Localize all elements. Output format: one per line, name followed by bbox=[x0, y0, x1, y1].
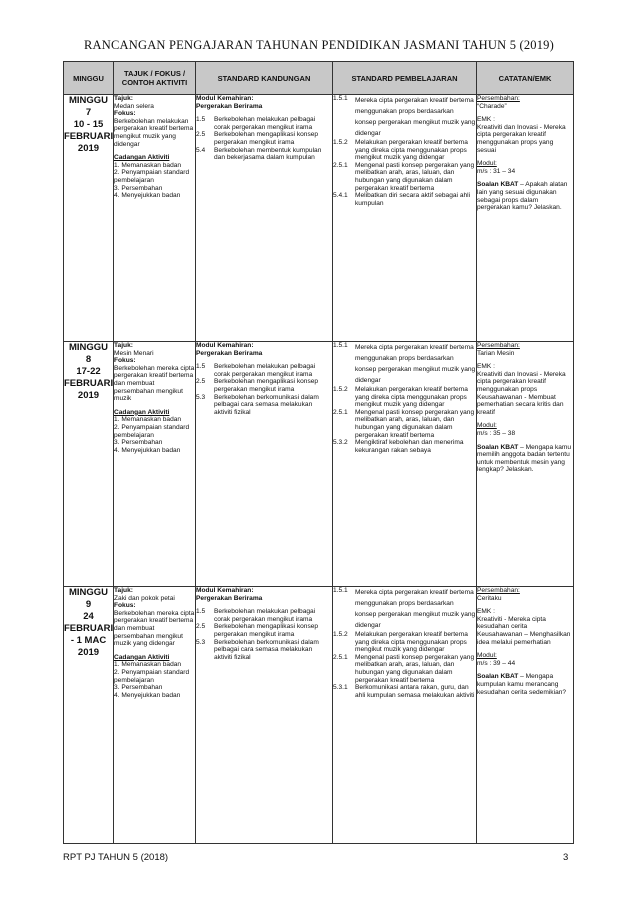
tajuk-label: Tajuk: bbox=[114, 95, 133, 102]
sk-number: 1.5 bbox=[196, 116, 206, 124]
sp-text: Mengiktiraf kebolehan dan menerima kekurangan rakan sebaya bbox=[355, 439, 464, 454]
catatan-cell bbox=[477, 95, 574, 342]
standard-pembelajaran-item bbox=[333, 631, 476, 654]
sk-number: 1.5 bbox=[196, 608, 206, 616]
page-number: 3 bbox=[563, 852, 569, 863]
standard-kandungan-item bbox=[196, 131, 332, 146]
sk-text: Berkebolehan mengaplikasi konsep pergerakan mengikut irama bbox=[214, 623, 319, 638]
activity-item: 1. Memanaskan badan bbox=[114, 661, 182, 669]
sk-number: 2.5 bbox=[196, 378, 206, 386]
persembahan-text: “Charade” bbox=[477, 102, 507, 110]
activity-item: 1. Memanaskan badan bbox=[114, 161, 182, 169]
standard-pembelajaran-cell bbox=[333, 95, 477, 342]
sk-text: Berkebolehan membentuk kumpulan dan bekerjasama dalam kumpulan bbox=[214, 146, 322, 162]
lesson-plan-table bbox=[63, 61, 574, 844]
standard-pembelajaran-item bbox=[333, 684, 476, 699]
standard-pembelajaran-cell bbox=[333, 587, 477, 844]
catatan-cell bbox=[477, 342, 574, 587]
persembahan-label: Persembahan: bbox=[477, 342, 520, 349]
standard-pembelajaran-item bbox=[333, 342, 476, 386]
sk-number: 5.4 bbox=[196, 146, 206, 154]
standard-kandungan-item bbox=[196, 394, 332, 417]
sk-text: Berkebolehan melakukan pelbagai corak pergerakan mengikut irama bbox=[214, 363, 316, 378]
activity-item: 2. Penyampaian standard pembelajaran bbox=[114, 169, 190, 184]
standard-kandungan-item bbox=[196, 378, 332, 393]
kbat-text: – Mengapa kamu memilih anggota badan tertentu untuk membentuk mesin yang lengkap? Jelaskan. bbox=[477, 443, 572, 474]
fokus-text: Berkebolehan melakukan pergerakan kreatif bertema mengikut muzik yang didengar bbox=[114, 117, 194, 148]
week-label: MINGGU 7 10 - 15 FEBRUARI 2019 bbox=[64, 95, 114, 154]
modul-label: Modul: bbox=[477, 160, 497, 168]
standard-kandungan-cell bbox=[196, 587, 333, 844]
tajuk-text: Zaki dan pokok petai bbox=[114, 594, 175, 602]
sp-text: Mereka cipta pergerakan kreatif bertema menggunakan props berdasarkan konsep pergerakan mengikut muzik yang didengar bbox=[355, 344, 476, 384]
sp-number: 5.3.2 bbox=[333, 439, 348, 447]
sp-number: 2.5.1 bbox=[333, 408, 348, 416]
sk-number: 2.5 bbox=[196, 131, 206, 139]
sp-number: 1.5.2 bbox=[333, 139, 348, 146]
fokus-label: Fokus: bbox=[114, 602, 136, 610]
sk-text: Berkebolehan berkomunikasi dalam pelbagai cara semasa melakukan aktiviti fizikal bbox=[214, 393, 319, 416]
persembahan-label: Persembahan: bbox=[477, 587, 520, 594]
emk-text: Kreativiti dan Inovasi - Mereka cipta pergerakan kreatif menggunakan props Keusahawanan - Membuat pemerhatian secara kritis dan kreatif bbox=[477, 370, 566, 416]
week-cell bbox=[64, 587, 114, 844]
sp-text: Melakukan pergerakan kreatif bertema yang direka cipta menggunakan props mengikut muzik yang didengar bbox=[355, 386, 468, 409]
emk-label: EMK : bbox=[477, 116, 495, 124]
sk-title: Modul Kemahiran: bbox=[196, 95, 254, 102]
table-header-row bbox=[64, 62, 574, 95]
sp-text: Melibatkan diri secara aktif sebagai ahli kumpulan bbox=[355, 192, 471, 207]
header-standard-kandungan: STANDARD KANDUNGAN bbox=[196, 62, 333, 95]
kbat-text: – Apakah alatan lain yang sesuai digunakan sebagai props dalam pergerakan kamu? Jelaskan. bbox=[477, 181, 568, 212]
header-tajuk: TAJUK / FOKUS / CONTOH AKTIVITI bbox=[114, 62, 196, 95]
standard-pembelajaran-item bbox=[333, 587, 476, 631]
modul-text: m/s : 39 – 44 bbox=[477, 659, 516, 667]
emk-label: EMK : bbox=[477, 608, 495, 616]
tajuk-text: Mesin Menari bbox=[114, 349, 154, 357]
document-title: RANCANGAN PENGAJARAN TAHUNAN PENDIDIKAN JASMANI TAHUN 5 (2019) bbox=[83, 38, 554, 52]
fokus-text: Berkebolehan mereka cipta pergerakan kreatif bertema dan membuat persembahan mengikut muzik yang didengar bbox=[114, 609, 195, 648]
sp-text: Mereka cipta pergerakan kreatif bertema menggunakan props berdasarkan konsep pergerakan mengikut muzik yang didengar bbox=[355, 97, 476, 137]
persembahan-text: Tarian Mesin bbox=[477, 349, 515, 357]
kbat-text: – Mengapa kumpulan kamu merancang kesudahan cerita sedemikian? bbox=[477, 673, 567, 696]
standard-pembelajaran-item bbox=[333, 95, 476, 139]
sp-text: Mengenal pasti konsep pergerakan yang melibatkan arah, aras, laluan, dan hubungan yang digunakan dalam pergerakan kreatif bertema bbox=[355, 653, 475, 684]
sp-number: 1.5.2 bbox=[333, 631, 348, 638]
week-cell bbox=[64, 342, 114, 587]
standard-pembelajaran-item bbox=[333, 162, 476, 192]
persembahan-text: Ceritaku bbox=[477, 594, 502, 602]
tajuk-cell bbox=[114, 342, 196, 587]
sp-text: Mengenal pasti konsep pergerakan yang melibatkan arah, aras, laluan, dan hubungan yang digunakan dalam pergerakan kreatif bertema bbox=[355, 408, 475, 439]
sk-subtitle: Pergerakan Berirama bbox=[196, 349, 263, 357]
sp-number: 2.5.1 bbox=[333, 161, 348, 169]
activity-item: 3. Persembahan bbox=[114, 684, 163, 692]
emk-text: Kreativiti dan Inovasi - Mereka cipta pergerakan kreatif menggunakan props yang sesuai bbox=[477, 123, 566, 154]
modul-label: Modul: bbox=[477, 652, 497, 660]
standard-kandungan-item bbox=[196, 623, 332, 638]
tajuk-cell bbox=[114, 95, 196, 342]
footer-label: RPT PJ TAHUN 5 (2018) bbox=[63, 852, 169, 863]
modul-text: m/s : 35 – 38 bbox=[477, 429, 516, 437]
header-standard-pembelajaran: STANDARD PEMBELAJARAN bbox=[333, 62, 477, 95]
activity-item: 1. Memanaskan badan bbox=[114, 416, 182, 424]
modul-text: m/s : 31 – 34 bbox=[477, 167, 516, 175]
sp-text: Mengenal pasti konsep pergerakan yang melibatkan arah, aras, laluan, dan hubungan yang digunakan dalam pergerakan kreatif bertema bbox=[355, 161, 475, 192]
standard-kandungan-item bbox=[196, 116, 332, 131]
table-row bbox=[64, 342, 574, 587]
standard-kandungan-item bbox=[196, 147, 332, 162]
sp-text: Berkomunikasi antara rakan, guru, dan ahli kumpulan semasa melakukan aktiviti bbox=[355, 684, 475, 699]
kbat-label: Soalan KBAT bbox=[477, 673, 519, 681]
sk-number: 5.3 bbox=[196, 638, 206, 646]
sp-number: 1.5.1 bbox=[333, 95, 348, 102]
standard-pembelajaran-item bbox=[333, 654, 476, 684]
standard-pembelajaran-cell bbox=[333, 342, 477, 587]
sk-title: Modul Kemahiran: bbox=[196, 342, 254, 349]
kbat-label: Soalan KBAT bbox=[477, 443, 519, 451]
sp-number: 1.5.2 bbox=[333, 386, 348, 393]
sp-number: 5.3.1 bbox=[333, 684, 348, 692]
sk-text: Berkebolehan mengaplikasi konsep pergerakan mengikut irama bbox=[214, 378, 319, 393]
week-cell bbox=[64, 95, 114, 342]
activity-item: 2. Penyampaian standard pembelajaran bbox=[114, 668, 190, 684]
table-row bbox=[64, 95, 574, 342]
sp-number: 1.5.1 bbox=[333, 587, 348, 594]
tajuk-label: Tajuk: bbox=[114, 342, 133, 349]
header-minggu: MINGGU bbox=[64, 62, 114, 95]
standard-kandungan-item bbox=[196, 363, 332, 378]
sk-text: Berkebolehan melakukan pelbagai corak pergerakan mengikut irama bbox=[214, 116, 316, 131]
persembahan-label: Persembahan: bbox=[477, 95, 520, 102]
fokus-label: Fokus: bbox=[114, 110, 136, 118]
activity-item: 4. Menyejukkan badan bbox=[114, 691, 181, 699]
activity-item: 3. Persembahan bbox=[114, 184, 163, 192]
sp-text: Melakukan pergerakan kreatif bertema yang direka cipta menggunakan props mengikut muzik yang didengar bbox=[355, 631, 468, 654]
sk-text: Berkebolehan berkomunikasi dalam pelbagai cara semasa melakukan aktiviti fizikal bbox=[214, 638, 319, 661]
sp-text: Melakukan pergerakan kreatif bertema yang direka cipta menggunakan props mengikut muzik yang didengar bbox=[355, 139, 468, 162]
cadangan-aktiviti-label: Cadangan Aktiviti bbox=[114, 653, 170, 661]
standard-pembelajaran-item bbox=[333, 439, 476, 454]
standard-kandungan-item bbox=[196, 639, 332, 662]
sk-number: 5.3 bbox=[196, 393, 206, 401]
header-catatan: CATATAN/EMK bbox=[477, 62, 574, 95]
tajuk-cell bbox=[114, 587, 196, 844]
sk-title: Modul Kemahiran: bbox=[196, 587, 254, 594]
week-label: MINGGU 8 17-22 FEBRUARI 2019 bbox=[64, 342, 114, 401]
sp-number: 2.5.1 bbox=[333, 653, 348, 661]
cadangan-aktiviti-label: Cadangan Aktiviti bbox=[114, 408, 170, 416]
standard-pembelajaran-item bbox=[333, 139, 476, 162]
tajuk-label: Tajuk: bbox=[114, 587, 133, 594]
kbat-label: Soalan KBAT bbox=[477, 181, 519, 189]
catatan-cell bbox=[477, 587, 574, 844]
modul-label: Modul: bbox=[477, 422, 497, 430]
sk-number: 2.5 bbox=[196, 623, 206, 631]
tajuk-text: Medan selera bbox=[114, 102, 154, 110]
standard-pembelajaran-item bbox=[333, 386, 476, 409]
week-label: MINGGU 9 24 FEBRUARI - 1 MAC 2019 bbox=[64, 587, 114, 658]
standard-pembelajaran-item bbox=[333, 192, 476, 207]
sp-text: Mereka cipta pergerakan kreatif bertema menggunakan props berdasarkan konsep pergerakan mengikut muzik yang didengar bbox=[355, 589, 476, 629]
fokus-text: Berkebolehan mereka cipta pergerakan kreatif bertema dan membuat persembahan mengikut muzik bbox=[114, 364, 195, 403]
sp-number: 1.5.1 bbox=[333, 342, 348, 349]
activity-item: 2. Penyampaian standard pembelajaran bbox=[114, 423, 190, 439]
standard-kandungan-cell bbox=[196, 95, 333, 342]
emk-text: Kreativiti - Mereka cipta kesudahan cerita Keusahawanan – Menghasilkan idea melalui pemerhatian bbox=[477, 615, 571, 646]
standard-kandungan-item bbox=[196, 608, 332, 623]
activity-item: 4. Menyejukkan badan bbox=[114, 446, 181, 454]
sp-number: 5.4.1 bbox=[333, 192, 348, 200]
activity-item: 3. Persembahan bbox=[114, 439, 163, 447]
activity-item: 4. Menyejukkan badan bbox=[114, 192, 181, 200]
emk-label: EMK : bbox=[477, 363, 495, 371]
table-row bbox=[64, 587, 574, 844]
sk-subtitle: Pergerakan Berirama bbox=[196, 102, 263, 110]
sk-text: Berkebolehan mengaplikasi konsep pergerakan mengikut irama bbox=[214, 131, 319, 146]
cadangan-aktiviti-label: Cadangan Aktiviti bbox=[114, 154, 170, 162]
standard-kandungan-cell bbox=[196, 342, 333, 587]
sk-subtitle: Pergerakan Berirama bbox=[196, 594, 263, 602]
sk-text: Berkebolehan melakukan pelbagai corak pergerakan mengikut irama bbox=[214, 608, 316, 623]
fokus-label: Fokus: bbox=[114, 357, 136, 365]
sk-number: 1.5 bbox=[196, 363, 206, 371]
standard-pembelajaran-item bbox=[333, 409, 476, 439]
